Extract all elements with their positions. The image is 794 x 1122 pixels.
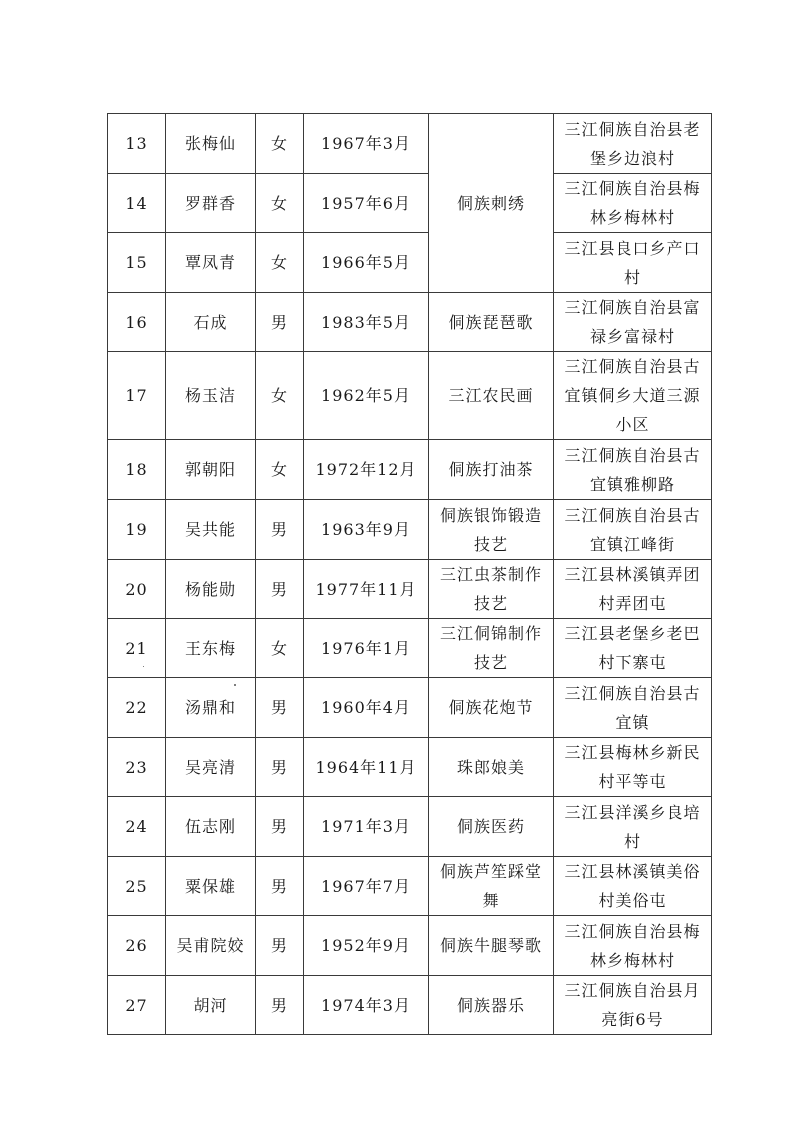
address: 三江侗族自治县古宜镇 [554,678,712,738]
heritage-project: 侗族琵琶歌 [429,293,554,352]
heritage-project: 侗族打油茶 [429,440,554,500]
address: 三江县老堡乡老巴村下寨屯 [554,619,712,678]
gender: 女 [256,352,304,440]
person-name: 吴共能 [166,500,256,560]
row-number: 27 [108,976,166,1035]
birth-date: 1963年9月 [304,500,429,560]
birth-date: 1967年7月 [304,857,429,916]
row-number: 26 [108,916,166,976]
address: 三江侗族自治县古宜镇江峰街 [554,500,712,560]
gender: 男 [256,678,304,738]
person-name: 粟保雄 [166,857,256,916]
gender: 女 [256,233,304,293]
row-number: 22 [108,678,166,738]
row-number: 14 [108,174,166,233]
person-name: 王东梅 [166,619,256,678]
address: 三江县林溪镇美俗村美俗屯 [554,857,712,916]
heritage-project: 侗族器乐 [429,976,554,1035]
row-number: 18 [108,440,166,500]
gender: 男 [256,293,304,352]
row-number: 20 [108,560,166,619]
heritage-project: 侗族牛腿琴歌 [429,916,554,976]
heritage-project: 珠郎娘美 [429,738,554,797]
table-row [108,233,712,293]
row-number: 16 [108,293,166,352]
birth-date: 1957年6月 [304,174,429,233]
row-number: 24 [108,797,166,857]
person-name: 罗群香 [166,174,256,233]
address: 三江侗族自治县梅林乡梅林村 [554,174,712,233]
person-name: 张梅仙 [166,114,256,174]
gender: 男 [256,738,304,797]
gender: 男 [256,797,304,857]
row-number: 17 [108,352,166,440]
person-name: 覃凤青 [166,233,256,293]
birth-date: 1972年12月 [304,440,429,500]
person-name: 杨能勋 [166,560,256,619]
birth-date: 1962年5月 [304,352,429,440]
address: 三江侗族自治县古宜镇雅柳路 [554,440,712,500]
heritage-project: 侗族花炮节 [429,678,554,738]
person-name: 汤鼎和 [166,678,256,738]
row-number: 19 [108,500,166,560]
table-row [108,857,712,916]
row-number: 21 [108,619,166,678]
birth-date: 1974年3月 [304,976,429,1035]
row-number: 15 [108,233,166,293]
table-row [108,114,712,174]
heritage-project: 侗族医药 [429,797,554,857]
table-row [108,797,712,857]
scan-speck [234,684,236,686]
table-row [108,352,712,440]
address: 三江县洋溪乡良培村 [554,797,712,857]
birth-date: 1966年5月 [304,233,429,293]
gender: 男 [256,857,304,916]
table-row [108,916,712,976]
row-number: 23 [108,738,166,797]
person-name: 杨玉洁 [166,352,256,440]
scan-speck [143,666,144,667]
person-name: 胡河 [166,976,256,1035]
gender: 女 [256,440,304,500]
birth-date: 1967年3月 [304,114,429,174]
gender: 女 [256,114,304,174]
address: 三江侗族自治县古宜镇侗乡大道三源小区 [554,352,712,440]
inheritor-table [107,113,712,1035]
table-row [108,738,712,797]
gender: 男 [256,976,304,1035]
heritage-project: 侗族芦笙踩堂舞 [429,857,554,916]
address: 三江县梅林乡新民村平等屯 [554,738,712,797]
row-number: 13 [108,114,166,174]
birth-date: 1977年11月 [304,560,429,619]
birth-date: 1952年9月 [304,916,429,976]
gender: 男 [256,916,304,976]
person-name: 吴亮清 [166,738,256,797]
heritage-project: 侗族刺绣 [429,114,554,293]
heritage-project: 三江侗锦制作技艺 [429,619,554,678]
gender: 女 [256,174,304,233]
address: 三江侗族自治县富禄乡富禄村 [554,293,712,352]
row-number: 25 [108,857,166,916]
person-name: 郭朝阳 [166,440,256,500]
birth-date: 1976年1月 [304,619,429,678]
table-row [108,976,712,1035]
gender: 女 [256,619,304,678]
birth-date: 1971年3月 [304,797,429,857]
birth-date: 1964年11月 [304,738,429,797]
gender: 男 [256,500,304,560]
address: 三江侗族自治县梅林乡梅林村 [554,916,712,976]
address: 三江县林溪镇弄团村弄团屯 [554,560,712,619]
birth-date: 1960年4月 [304,678,429,738]
address: 三江侗族自治县老堡乡边浪村 [554,114,712,174]
table-row [108,440,712,500]
address: 三江县良口乡产口村 [554,233,712,293]
address: 三江侗族自治县月亮街6号 [554,976,712,1035]
heritage-project: 侗族银饰锻造技艺 [429,500,554,560]
gender: 男 [256,560,304,619]
person-name: 吴甫院姣 [166,916,256,976]
table-row [108,500,712,560]
person-name: 伍志刚 [166,797,256,857]
table-row [108,560,712,619]
table-row [108,174,712,233]
person-name: 石成 [166,293,256,352]
table-row [108,619,712,678]
heritage-project: 三江虫茶制作技艺 [429,560,554,619]
table-row [108,293,712,352]
birth-date: 1983年5月 [304,293,429,352]
heritage-project: 三江农民画 [429,352,554,440]
table-row [108,678,712,738]
